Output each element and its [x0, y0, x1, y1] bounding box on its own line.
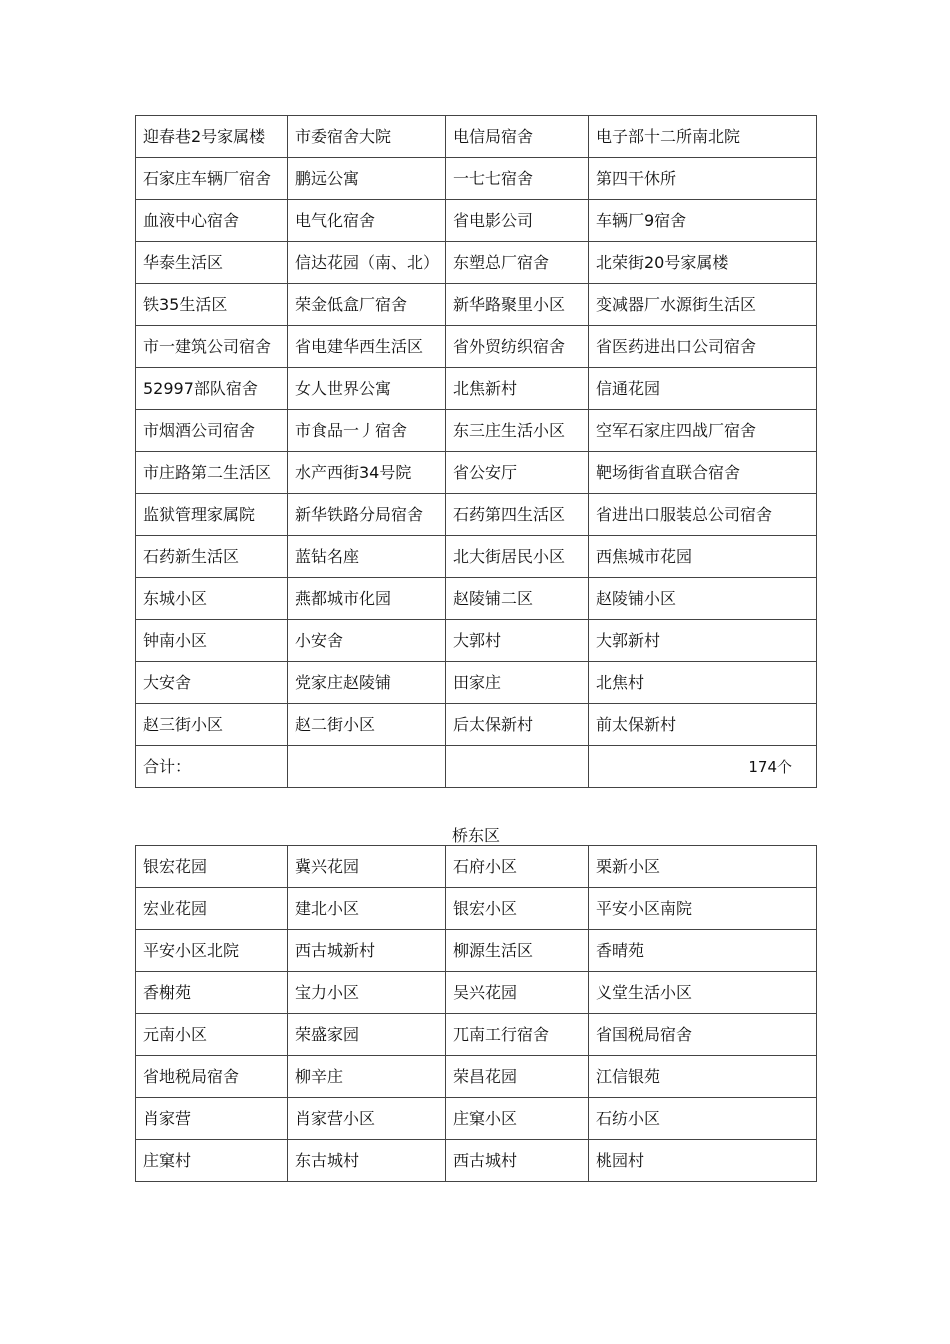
table-cell: 庄窠村: [136, 1140, 288, 1182]
table-cell: 北荣街20号家属楼: [589, 242, 817, 284]
total-value: 174个: [589, 746, 817, 788]
table-cell: 省公安厅: [446, 452, 589, 494]
table-cell: 石家庄车辆厂宿舍: [136, 158, 288, 200]
table-cell: 空军石家庄四战厂宿舍: [589, 410, 817, 452]
table-row: [136, 242, 817, 284]
total-row: [136, 746, 817, 788]
table-cell: 大郭新村: [589, 620, 817, 662]
table-cell: 肖家营: [136, 1098, 288, 1140]
table-cell: 女人世界公寓: [288, 368, 446, 410]
table-cell: 义堂生活小区: [589, 972, 817, 1014]
table-cell: 市庄路第二生活区: [136, 452, 288, 494]
table-cell: 省电影公司: [446, 200, 589, 242]
table-cell: 信通花园: [589, 368, 817, 410]
table-cell: 兀南工行宿舍: [446, 1014, 589, 1056]
table-cell: 栗新小区: [589, 846, 817, 888]
table-cell: 电信局宿舍: [446, 116, 589, 158]
table-cell: 市食品一丿宿舍: [288, 410, 446, 452]
table-cell: 柳源生活区: [446, 930, 589, 972]
table-cell: 桃园村: [589, 1140, 817, 1182]
table-row: [136, 704, 817, 746]
table-cell: 西古城新村: [288, 930, 446, 972]
table-cell: 监狱管理家属院: [136, 494, 288, 536]
table-cell: 新华铁路分局宿舍: [288, 494, 446, 536]
table-cell: 荣盛家园: [288, 1014, 446, 1056]
table-cell: 柳辛庄: [288, 1056, 446, 1098]
table-cell: 党家庄赵陵铺: [288, 662, 446, 704]
table-cell: 新华路聚里小区: [446, 284, 589, 326]
table-row: [136, 200, 817, 242]
table-cell: 后太保新村: [446, 704, 589, 746]
table-row: [136, 452, 817, 494]
table-cell: 石府小区: [446, 846, 589, 888]
table-cell: 东古城村: [288, 1140, 446, 1182]
table-row: [136, 1056, 817, 1098]
table-cell: 省国税局宿舍: [589, 1014, 817, 1056]
table-cell: 省进出口服装总公司宿舍: [589, 494, 817, 536]
table-cell: 北焦村: [589, 662, 817, 704]
table-row: [136, 536, 817, 578]
table-cell: 江信银苑: [589, 1056, 817, 1098]
table-row: [136, 1014, 817, 1056]
table-cell: 荣昌花园: [446, 1056, 589, 1098]
table-cell: 市一建筑公司宿舍: [136, 326, 288, 368]
table-cell: 电子部十二所南北院: [589, 116, 817, 158]
table-row: [136, 494, 817, 536]
table-cell: 省电建华西生活区: [288, 326, 446, 368]
table-cell: 靶场街省直联合宿舍: [589, 452, 817, 494]
table-cell: 第四干休所: [589, 158, 817, 200]
table-cell: 一七七宿舍: [446, 158, 589, 200]
table-cell: 东三庄生活小区: [446, 410, 589, 452]
table-row: [136, 158, 817, 200]
table-cell: 荣金低盒厂宿舍: [288, 284, 446, 326]
table-cell: 宝力小区: [288, 972, 446, 1014]
table-cell: 赵陵铺小区: [589, 578, 817, 620]
table-cell: 石纺小区: [589, 1098, 817, 1140]
empty-cell: [288, 746, 446, 788]
table-cell: 小安舍: [288, 620, 446, 662]
table-cell: 省医药进出口公司宿舍: [589, 326, 817, 368]
table-cell: 血液中心宿舍: [136, 200, 288, 242]
table-cell: 变减器厂水源街生活区: [589, 284, 817, 326]
table-cell: 省外贸纺织宿舍: [446, 326, 589, 368]
table-cell: 前太保新村: [589, 704, 817, 746]
table-row: [136, 1140, 817, 1182]
table-cell: 市烟酒公司宿舍: [136, 410, 288, 452]
residential-table-1: [135, 115, 817, 788]
table-row: [136, 662, 817, 704]
table-row: [136, 972, 817, 1014]
table-cell: 石药第四生活区: [446, 494, 589, 536]
table-row: [136, 410, 817, 452]
table-row: [136, 326, 817, 368]
table-cell: 电气化宿舍: [288, 200, 446, 242]
table-cell: 银宏花园: [136, 846, 288, 888]
table-cell: 钟南小区: [136, 620, 288, 662]
table-cell: 信达花园（南、北）: [288, 242, 446, 284]
table-cell: 建北小区: [288, 888, 446, 930]
table-cell: 鹏远公寓: [288, 158, 446, 200]
table-cell: 燕都城市化园: [288, 578, 446, 620]
table-row: [136, 116, 817, 158]
table-cell: 西古城村: [446, 1140, 589, 1182]
table-cell: 赵陵铺二区: [446, 578, 589, 620]
empty-cell: [446, 746, 589, 788]
table-cell: 平安小区北院: [136, 930, 288, 972]
table-cell: 银宏小区: [446, 888, 589, 930]
table-cell: 吴兴花园: [446, 972, 589, 1014]
table-cell: 52997部队宿舍: [136, 368, 288, 410]
residential-table-2: [135, 845, 817, 1182]
table-cell: 省地税局宿舍: [136, 1056, 288, 1098]
table-cell: 赵三街小区: [136, 704, 288, 746]
table-cell: 水产西街34号院: [288, 452, 446, 494]
table-cell: 大郭村: [446, 620, 589, 662]
table-cell: 车辆厂9宿舍: [589, 200, 817, 242]
table-row: [136, 888, 817, 930]
table-cell: 赵二街小区: [288, 704, 446, 746]
table-cell: 肖家营小区: [288, 1098, 446, 1140]
table-row: [136, 1098, 817, 1140]
table-cell: 西焦城市花园: [589, 536, 817, 578]
table-cell: 东塑总厂宿舍: [446, 242, 589, 284]
table-cell: 迎春巷2号家属楼: [136, 116, 288, 158]
table-cell: 宏业花园: [136, 888, 288, 930]
table-cell: 平安小区南院: [589, 888, 817, 930]
table-cell: 北焦新村: [446, 368, 589, 410]
table-row: [136, 620, 817, 662]
table-cell: 香榭苑: [136, 972, 288, 1014]
table-cell: 冀兴花园: [288, 846, 446, 888]
table-row: [136, 930, 817, 972]
table-cell: 北大街居民小区: [446, 536, 589, 578]
table-row: [136, 284, 817, 326]
table-cell: 庄窠小区: [446, 1098, 589, 1140]
table-row: [136, 846, 817, 888]
table-cell: 田家庄: [446, 662, 589, 704]
table-cell: 大安舍: [136, 662, 288, 704]
table-cell: 香晴苑: [589, 930, 817, 972]
table-cell: 石药新生活区: [136, 536, 288, 578]
total-label: 合计：: [136, 746, 288, 788]
table-cell: 铁35生活区: [136, 284, 288, 326]
table-cell: 市委宿舍大院: [288, 116, 446, 158]
table-cell: 东城小区: [136, 578, 288, 620]
table-row: [136, 578, 817, 620]
section-title: 桥东区: [451, 826, 500, 845]
table-cell: 华泰生活区: [136, 242, 288, 284]
table-row: [136, 368, 817, 410]
table-cell: 元南小区: [136, 1014, 288, 1056]
table-cell: 蓝钻名座: [288, 536, 446, 578]
